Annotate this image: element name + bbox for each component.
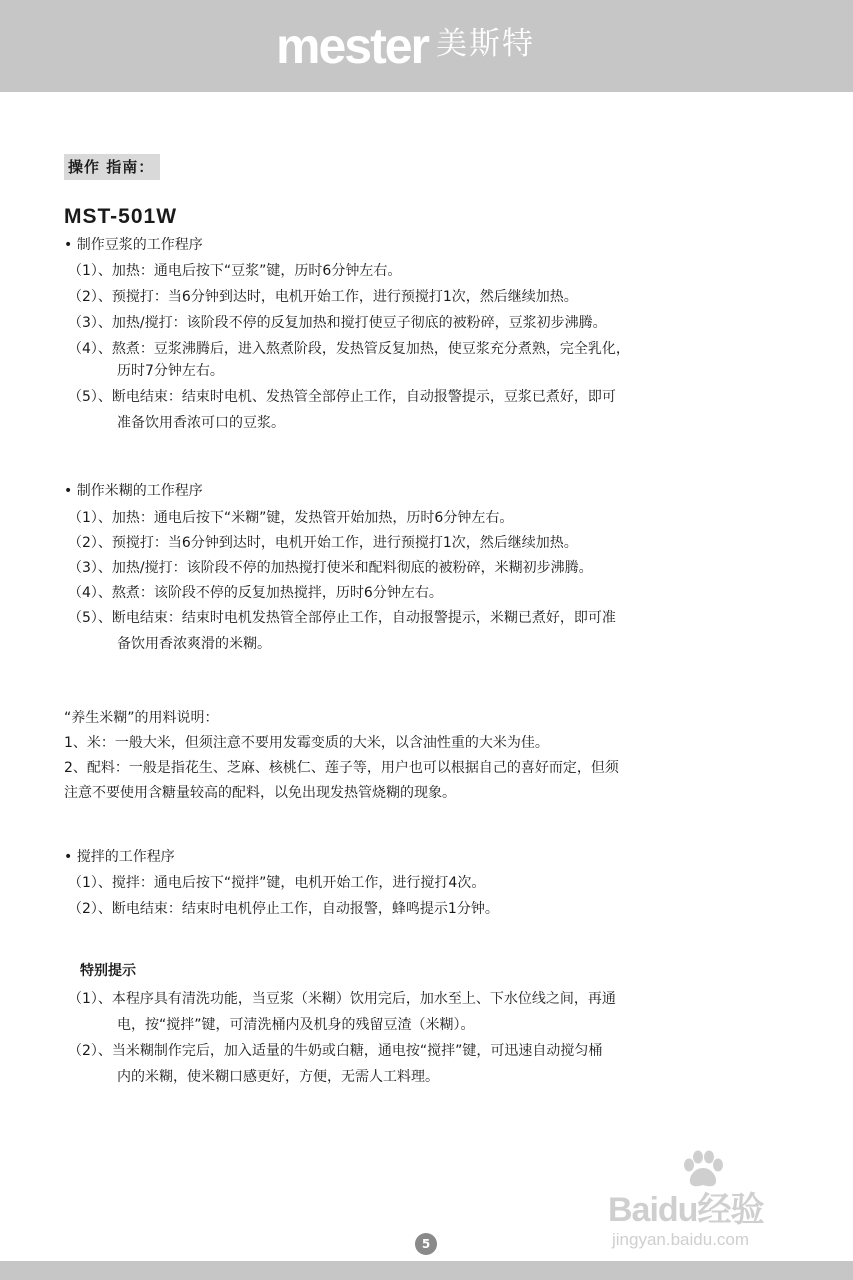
tips-line-2-cont: 内的米糊，使米糊口感更好，方便，无需人工料理。 [117,1069,439,1085]
soymilk-step-1: （1）、加热：通电后按下“豆浆”键，历时6分钟左右。 [68,263,402,279]
model-number: MST-501W [64,205,178,228]
soymilk-step-4-cont: 历时7分钟左右。 [117,363,224,379]
brand-logo [276,18,535,74]
watermark-logo: Baidu经验 [608,1191,764,1229]
soymilk-step-2: （2）、预搅打：当6分钟到达时，电机开始工作，进行预搅打1次，然后继续加热。 [68,289,578,305]
tips-line-2: （2）、当米糊制作完后，加入适量的牛奶或白糖，通电按“搅拌”键，可迅速自动搅匀桶 [68,1043,603,1059]
page-header [0,0,853,92]
brand-logo-latin: mester [276,18,428,74]
soymilk-title: • 制作豆浆的工作程序 [64,237,203,253]
ricepaste-step-5: （5）、断电结束：结束时电机发热管全部停止工作，自动报警提示，米糊已煮好，即可准 [68,610,616,626]
blend-step-2: （2）、断电结束：结束时电机停止工作，自动报警，蜂鸣提示1分钟。 [68,901,499,917]
blend-step-1: （1）、搅拌：通电后按下“搅拌”键，电机开始工作，进行搅打4次。 [68,875,486,891]
materials-line-1: 1、米：一般大米，但须注意不要用发霉变质的大米，以含油性重的大米为佳。 [64,735,549,751]
ricepaste-step-3: （3）、加热/搅打：该阶段不停的加热搅打使米和配料彻底的被粉碎，米糊初步沸腾。 [68,560,593,576]
soymilk-step-3: （3）、加热/搅打：该阶段不停的反复加热和搅打使豆子彻底的被粉碎，豆浆初步沸腾。 [68,315,607,331]
ricepaste-step-4: （4）、熬煮：该阶段不停的反复加热搅拌，历时6分钟左右。 [68,585,443,601]
materials-line-2: 2、配料：一般是指花生、芝麻、核桃仁、莲子等，用户也可以根据自己的喜好而定，但须 [64,760,619,776]
baidu-watermark [608,1150,808,1254]
ricepaste-step-2: （2）、预搅打：当6分钟到达时，电机开始工作，进行预搅打1次，然后继续加热。 [68,535,578,551]
page-number: 5 [415,1233,437,1255]
soymilk-step-4: （4）、熬煮：豆浆沸腾后，进入熬煮阶段，发热管反复加热，使豆浆充分煮熟，完全乳化， [68,341,630,357]
ricepaste-step-1: （1）、加热：通电后按下“米糊”键，发热管开始加热，历时6分钟左右。 [68,510,514,526]
page-footer [0,1261,853,1280]
section-title: 操作 指南： [64,154,160,180]
blend-title: • 搅拌的工作程序 [64,849,175,865]
soymilk-step-5: （5）、断电结束：结束时电机、发热管全部停止工作，自动报警提示，豆浆已煮好，即可 [68,389,616,405]
materials-title: “养生米糊”的用料说明： [64,710,219,726]
watermark-url: jingyan.baidu.com [612,1230,750,1249]
brand-logo-chinese: 美斯特 [436,26,535,62]
paw-icon [680,1150,726,1190]
tips-title: 特别提示 [80,963,136,979]
ricepaste-title: • 制作米糊的工作程序 [64,483,203,499]
soymilk-step-5-cont: 准备饮用香浓可口的豆浆。 [117,415,285,431]
ricepaste-step-5-cont: 备饮用香浓爽滑的米糊。 [117,636,271,652]
materials-line-3: 注意不要使用含糖量较高的配料，以免出现发热管烧糊的现象。 [64,785,456,801]
tips-line-1-cont: 电，按“搅拌”键，可清洗桶内及机身的残留豆渣（米糊）。 [117,1017,475,1033]
tips-line-1: （1）、本程序具有清洗功能，当豆浆（米糊）饮用完后，加水至上、下水位线之间，再通 [68,991,616,1007]
